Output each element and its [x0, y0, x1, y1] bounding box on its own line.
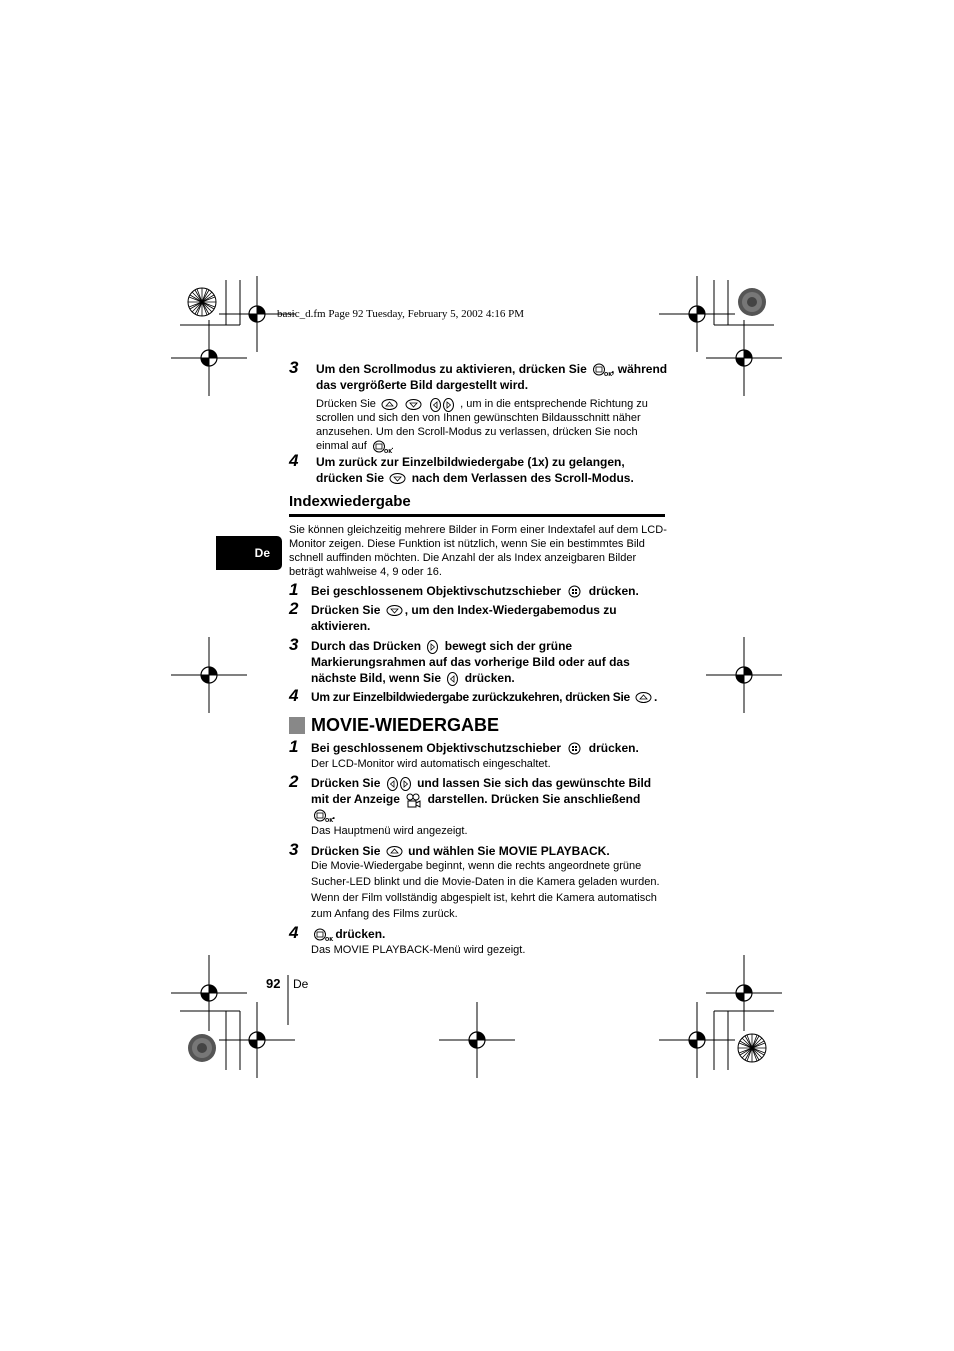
step-number: 4	[289, 451, 299, 470]
svg-text:OK: OK	[325, 937, 334, 944]
footer-language: De	[293, 977, 309, 991]
arrow-up-button-icon	[386, 845, 403, 858]
step-text: Durch das Drücken bewegt sich der grüne Markierungsrahmen auf das vorherige Bild oder auf das nächste Bild, wenn Sie drücken.	[311, 639, 630, 685]
step-text: Drücken Sie , um den Index-Wiedergabemodus zu aktivieren.	[311, 603, 617, 633]
step-text: Drücken Sie und wählen Sie MOVIE PLAYBACK.	[311, 844, 610, 858]
step-note: Das MOVIE PLAYBACK-Menü wird gezeigt.	[311, 944, 526, 956]
arrow-left-right-buttons-icon	[429, 398, 455, 411]
step-text: Bei geschlossenem Objektivschutzschieber drücken.	[311, 584, 639, 598]
menu-ok-button-icon	[313, 809, 334, 825]
step-text: OK drücken.	[311, 926, 676, 942]
section-intro: Sie können gleichzeitig mehrere Bilder in Form einer Indextafel auf dem LCD- Monitor zeigen. Diese Funktion ist nützlich, wenn Sie ein bestimmtes Bild schnell auffinden möchten. Die Anzahl der als Index anzeigbaren Bilder beträgt wahlweise 4, 9 oder 16.	[289, 524, 667, 578]
section-title-movie: MOVIE-WIEDERGABE	[311, 715, 500, 735]
section-rule	[289, 514, 665, 517]
movie-camera-icon	[405, 793, 422, 806]
step-number: 2	[289, 599, 299, 618]
step-text: Um zur Einzelbildwiedergabe zurückzukehren, drücken Sie .	[311, 690, 658, 704]
index-button-icon	[566, 742, 583, 755]
arrow-down-button-icon	[405, 398, 422, 411]
svg-text:OK: OK	[325, 818, 334, 825]
step-number: 4	[289, 923, 299, 942]
svg-text:OK: OK	[383, 448, 392, 455]
file-info-header: basic_d.fm Page 92 Tuesday, February 5, 2002 4:16 PM	[277, 308, 525, 320]
step-number: 3	[289, 840, 299, 859]
step-text: Um den Scrollmodus zu aktivieren, drücken Sie OK , während das vergrößerte Bild dargestellt wird.	[316, 362, 668, 392]
menu-ok-button-icon	[372, 440, 392, 455]
step-number: 2	[289, 772, 299, 791]
arrow-left-right-buttons-icon	[386, 777, 412, 790]
section-title-index: Indexwiedergabe	[289, 493, 411, 510]
step-description: Drücken Sie , um in die entsprechende Richtung zu scrollen und sich den von Ihnen gewünschten Bildausschnitt näher anzusehen. Um den Scroll-Modus zu verlassen, drücken Sie noch einmal auf OK .	[316, 398, 648, 455]
index-button-icon	[566, 585, 583, 598]
arrow-down-button-icon	[389, 472, 406, 485]
svg-text:OK: OK	[604, 372, 613, 379]
step-number: 1	[289, 737, 299, 756]
menu-ok-button-icon	[313, 928, 334, 944]
arrow-up-button-icon	[381, 398, 398, 411]
step-number: 3	[289, 358, 299, 377]
arrow-right-button-icon	[426, 640, 439, 653]
language-tab: De	[216, 536, 282, 570]
arrow-left-button-icon	[446, 672, 459, 685]
page-number: 92	[266, 976, 281, 991]
arrow-up-button-icon	[635, 691, 652, 704]
step-note: Das Hauptmenü wird angezeigt.	[311, 825, 468, 837]
arrow-down-button-icon	[386, 604, 403, 617]
menu-ok-button-icon	[592, 363, 613, 379]
step-number: 1	[289, 580, 299, 599]
step-text: Drücken Sie und lassen Sie sich das gewünschte Bild mit der Anzeige darstellen. Drücken Sie anschließend OK .	[311, 776, 652, 825]
step-text: Um zurück zur Einzelbildwiedergabe (1x) zu gelangen, drücken Sie nach dem Verlassen des Scroll-Modus.	[316, 455, 634, 485]
step-note: Die Movie-Wiedergabe beginnt, wenn die rechts angeordnete grüne Sucher-LED blinkt und die Movie-Daten in die Kamera geladen wurden. Wenn der Film vollständig abgespielt ist, kehrt die Kamera automatisch zum Anfang des Films zurück.	[311, 860, 660, 920]
step-number: 3	[289, 635, 299, 654]
step-note: Der LCD-Monitor wird automatisch eingeschaltet.	[311, 758, 551, 770]
section-marker-square	[289, 717, 305, 734]
step-number: 4	[289, 686, 299, 705]
step-text: Bei geschlossenem Objektivschutzschieber drücken.	[311, 741, 639, 755]
